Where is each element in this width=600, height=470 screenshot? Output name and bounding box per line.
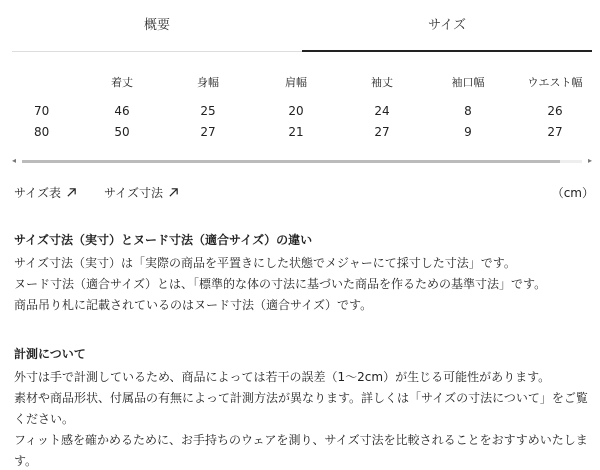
table-cell: 8 — [464, 103, 472, 118]
table-cell: 20 — [288, 103, 304, 118]
table-header-cell: 肩幅 — [285, 76, 307, 89]
external-arrow-icon — [168, 187, 179, 198]
size-links — [14, 184, 594, 202]
table-row — [0, 121, 600, 142]
table-header-cell: 着丈 — [111, 76, 133, 89]
table-cell: 26 — [547, 103, 563, 118]
table-cell: 46 — [114, 103, 130, 118]
section-title: サイズ寸法（実寸）とヌード寸法（適合サイズ）の違い — [14, 233, 313, 247]
size-table — [0, 66, 600, 142]
paragraph: ヌード寸法（適合サイズ）とは、「標準的な体の寸法に基づいた商品を作るための基準寸法」です。 — [14, 277, 547, 291]
unit-label: （cm） — [551, 186, 594, 200]
table-cell-size: 70 — [34, 103, 50, 118]
measurement-section — [14, 344, 592, 470]
table-header-cell: 袖丈 — [371, 76, 393, 89]
table-header-row — [0, 66, 600, 100]
external-arrow-icon — [66, 187, 77, 198]
table-cell: 9 — [464, 124, 472, 139]
scroll-right-icon[interactable]: ▸ — [587, 156, 592, 165]
table-cell: 27 — [200, 124, 216, 139]
size-chart-link-label: サイズ表 — [14, 186, 62, 200]
table-row — [0, 100, 600, 121]
table-cell-size: 80 — [34, 124, 50, 139]
table-cell: 24 — [374, 103, 390, 118]
paragraph: フィット感を確かめるために、お手持ちのウェアを測り、サイズ寸法を比較されることをおすすめいたします。 — [14, 433, 588, 468]
tab-overview[interactable]: 概要 — [143, 18, 170, 33]
paragraph: 商品吊り札に記載されているのはヌード寸法（適合サイズ）です。 — [14, 298, 373, 312]
section-title: 計測について — [14, 347, 86, 361]
table-cell: 27 — [374, 124, 390, 139]
table-header-cell — [0, 66, 82, 100]
horizontal-scrollbar[interactable] — [12, 155, 592, 167]
paragraph: 外寸は手で計測しているため、商品によっては若干の誤差（1〜2cm）が生じる可能性があります。 — [14, 370, 551, 384]
size-measure-link-label: サイズ寸法 — [104, 186, 164, 200]
scrollbar-thumb[interactable] — [22, 160, 560, 163]
table-header-cell: ウエスト幅 — [527, 76, 583, 89]
table-header-cell: 身幅 — [197, 76, 219, 89]
size-measure-link[interactable] — [104, 184, 179, 201]
size-chart-link[interactable] — [14, 184, 77, 201]
tab-bar — [12, 0, 592, 52]
table-cell: 50 — [114, 124, 130, 139]
tab-size[interactable]: サイズ — [302, 0, 592, 51]
paragraph: サイズ寸法（実寸）は「実際の商品を平置きにした状態でメジャーにて採寸した寸法」です。 — [14, 256, 516, 270]
table-cell: 25 — [200, 103, 216, 118]
table-cell: 21 — [288, 124, 304, 139]
table-cell: 27 — [547, 124, 563, 139]
scroll-left-icon[interactable]: ◂ — [12, 156, 17, 165]
paragraph: 素材や商品形状、付属品の有無によって計測方法が異なります。詳しくは「サイズの寸法について」をご覧ください。 — [14, 391, 588, 426]
size-difference-section — [14, 230, 592, 316]
table-header-cell: 袖口幅 — [451, 76, 485, 89]
